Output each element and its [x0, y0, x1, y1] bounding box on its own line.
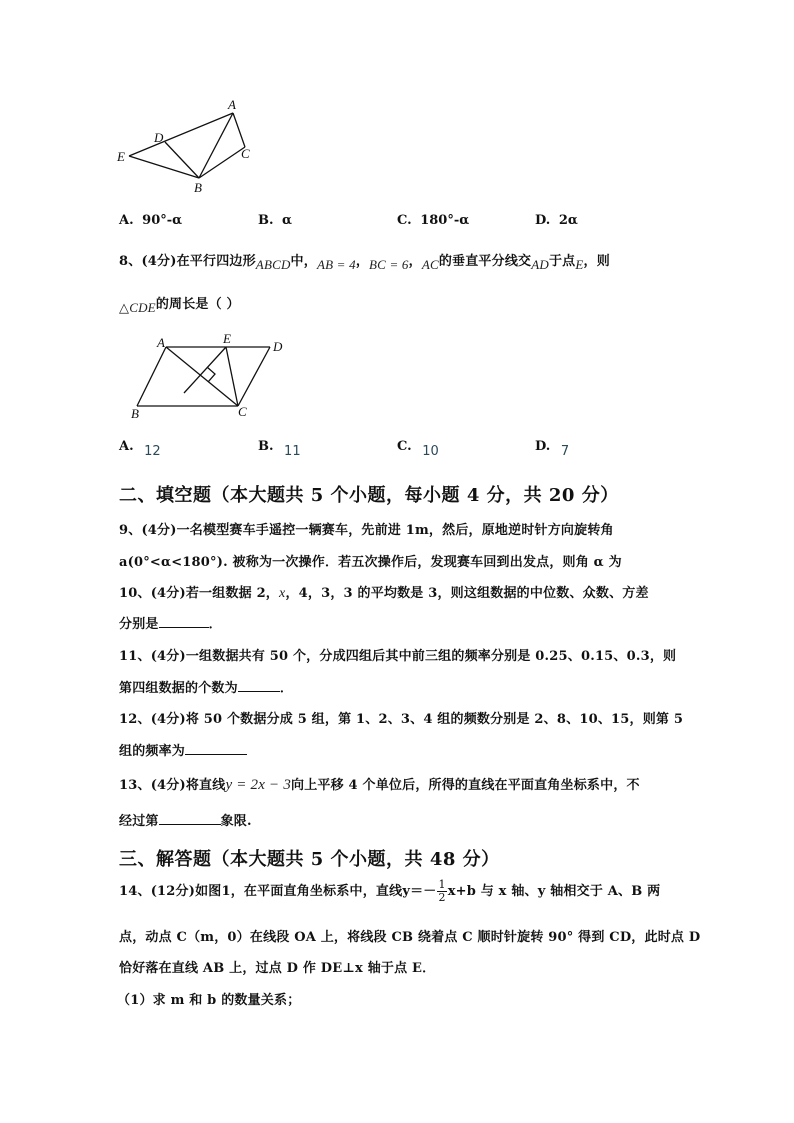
q8-bc: BC = 6 — [369, 257, 409, 272]
q8-option-d — [535, 439, 570, 459]
q13-line1 — [119, 774, 640, 794]
q9-line1: 9、(4分)一名模型赛车手遥控一辆赛车，先前进 1m，然后，原地逆时针方向旋转角 — [119, 523, 614, 538]
q7-option-a-letter: A. — [119, 213, 134, 228]
q7-option-d-letter: D. — [535, 213, 551, 228]
figure-q7 — [112, 96, 272, 196]
q7-option-c-value: 180°-α — [420, 213, 470, 228]
q14-frac-den: 2 — [438, 891, 446, 904]
fig7-label-a: A — [228, 97, 236, 112]
fig7-label-c: C — [241, 146, 250, 161]
q11-line2 — [119, 677, 293, 696]
q14-fraction — [437, 879, 446, 904]
q10-x: x — [279, 586, 286, 601]
q8-option-b — [258, 439, 301, 459]
q8-line2-text: 的周长是（ ） — [155, 297, 240, 312]
q13-answer-blank[interactable] — [159, 812, 221, 825]
q13-line2b: 象限. — [220, 814, 252, 829]
fig8-label-c: C — [238, 404, 247, 419]
q13-equation: y = 2x − 3 — [225, 777, 292, 793]
q10-line2a: 分别是 — [119, 617, 159, 632]
fig7-edge-ea — [129, 113, 233, 156]
q11-line2a: 第四组数据的个数为 — [119, 681, 238, 696]
q13-line1a: 13、(4分)将直线 — [119, 778, 226, 793]
fig7-edge-ab — [199, 113, 233, 178]
fig7-label-e: E — [117, 149, 125, 164]
q11-line2b: ． — [279, 681, 294, 696]
fig8-bisector — [184, 347, 226, 393]
q7-option-a-value: 90°-α — [142, 213, 183, 228]
fig8-label-e: E — [223, 331, 231, 346]
q8-e: E — [575, 257, 584, 272]
q14-line2: 点，动点 C（m，0）在线段 OA 上，将线段 CB 绕着点 C 顺时针旋转 90° 得到 CD，此时点 D — [119, 930, 701, 945]
q13-line2a: 经过第 — [119, 814, 159, 829]
q8-mid2: 的垂直平分线交 — [438, 254, 532, 269]
fig7-label-b: B — [194, 180, 202, 195]
q14-frac-num: 1 — [438, 878, 446, 891]
q8-comma2: ， — [408, 254, 422, 269]
q10-line2 — [119, 613, 222, 632]
q8-prefix: 8、(4分)在平行四边形 — [119, 254, 256, 269]
q10-line1a: 10、(4分)若一组数据 2， — [119, 586, 280, 601]
q8-option-b-letter: B. — [258, 439, 274, 454]
q12-line1: 12、(4分)将 50 个数据分成 5 组，第 1、2、3、4 组的频数分别是 2、8、10、15，则第 5 — [119, 712, 684, 727]
q14-line1 — [119, 879, 660, 904]
q7-option-b-value: α — [282, 213, 293, 228]
q8-line1 — [119, 250, 610, 272]
q13-line2 — [119, 810, 252, 829]
q8-option-a-letter: A. — [119, 439, 134, 454]
q8-mid1: 中， — [290, 254, 317, 269]
q8-option-d-value: 7 — [560, 444, 570, 459]
q7-option-c-letter: C. — [397, 213, 412, 228]
section-2-title: 二、填空题（本大题共 5 个小题，每小题 4 分，共 20 分） — [119, 485, 619, 506]
q10-line2b: ． — [208, 617, 222, 632]
q8-ab: AB = 4 — [316, 257, 356, 272]
q11-answer-blank[interactable] — [238, 679, 280, 692]
q13-line1b: 向上平移 4 个单位后，所得的直线在平面直角坐标系中，不 — [291, 778, 640, 793]
q10-line1 — [119, 582, 649, 602]
q7-option-d — [535, 213, 578, 228]
q8-option-a — [119, 439, 161, 459]
q8-line2 — [119, 293, 240, 315]
q9-line2: a(0°<α<180°). 被称为一次操作．若五次操作后，发现赛车回到出发点，则角 α 为 — [119, 555, 622, 570]
q14-part1: （1）求 m 和 b 的数量关系； — [117, 993, 301, 1008]
fig8-label-d: D — [273, 339, 283, 354]
q14-line1b: x+b 与 x 轴、y 轴相交于 A、B 两 — [447, 884, 661, 899]
q8-option-a-value: 12 — [144, 444, 161, 459]
fig7-label-d: D — [154, 130, 164, 145]
q10-answer-blank[interactable] — [159, 615, 209, 628]
section-3-title: 三、解答题（本大题共 5 个小题，共 48 分） — [119, 849, 500, 870]
q8-option-b-value: 11 — [284, 444, 301, 459]
q7-option-c — [397, 213, 469, 228]
fig7-edge-cb — [199, 147, 245, 178]
fig8-edge-ab — [137, 347, 166, 406]
q8-triangle: △CDE — [119, 300, 156, 315]
q14-line3: 恰好落在直线 AB 上，过点 D 作 DE⊥x 轴于点 E． — [119, 961, 436, 976]
q8-abcd: ABCD — [255, 257, 291, 272]
q7-option-d-value: 2α — [558, 213, 578, 228]
q11-line1: 11、(4分)一组数据共有 50 个，分成四组后其中前三组的频率分别是 0.25、0.15、0.3，则 — [119, 649, 677, 664]
q8-option-c-value: 10 — [422, 444, 439, 459]
q8-ad: AD — [531, 257, 549, 272]
q12-line2 — [119, 740, 247, 759]
q8-ac: AC — [421, 257, 439, 272]
q8-comma1: ， — [355, 254, 370, 269]
q8-option-d-letter: D. — [535, 439, 551, 454]
q8-end: ，则 — [583, 254, 610, 269]
q7-option-b — [258, 213, 292, 228]
fig8-label-a: A — [157, 335, 165, 350]
q12-line2a: 组的频率为 — [119, 744, 186, 759]
fig8-edge-dc — [238, 347, 270, 406]
q7-option-a — [119, 213, 182, 228]
fig8-right-angle-mark — [207, 367, 215, 382]
fig8-label-b: B — [131, 406, 139, 421]
q10-line1b: ，4，3，3 的平均数是 3，则这组数据的中位数、众数、方差 — [285, 586, 649, 601]
q7-option-b-letter: B. — [258, 213, 274, 228]
fig7-edge-ac — [233, 113, 245, 147]
q8-option-c — [397, 439, 439, 459]
q14-line1a: 14、(12分)如图1，在平面直角坐标系中，直线y＝－ — [119, 884, 437, 899]
q8-option-c-letter: C. — [397, 439, 412, 454]
figure-q8 — [126, 330, 296, 422]
q12-answer-blank[interactable] — [185, 742, 247, 755]
q8-mid3: 于点 — [548, 254, 576, 269]
